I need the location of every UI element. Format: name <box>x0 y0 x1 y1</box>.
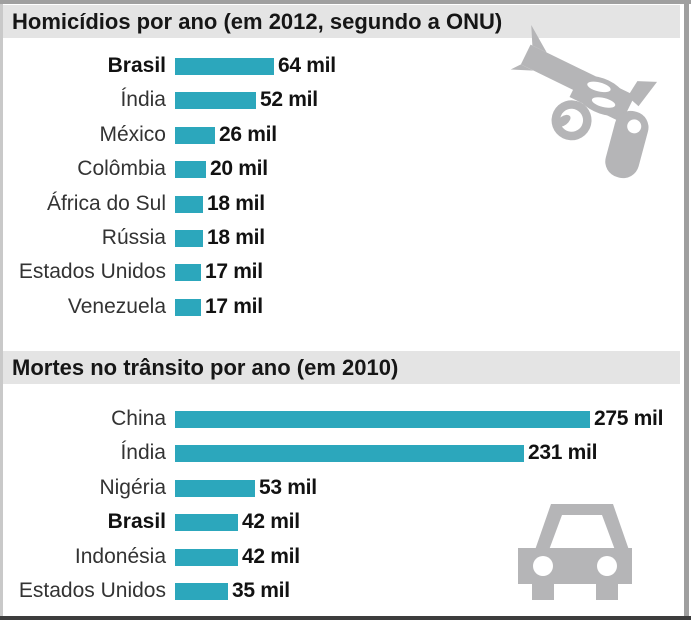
country-label: Indonésia <box>74 545 166 568</box>
value-label: 42 mil <box>242 545 300 568</box>
country-label: China <box>111 407 166 430</box>
value-label: 42 mil <box>242 510 300 533</box>
bar-row <box>0 436 691 470</box>
value-bar <box>175 549 238 566</box>
value-label: 17 mil <box>205 260 263 283</box>
country-label: Brasil <box>107 54 166 77</box>
traffic-deaths-chart-title-text: Mortes no trânsito por ano (em 2010) <box>12 355 399 380</box>
country-label: Venezuela <box>67 295 166 318</box>
country-label: México <box>99 123 166 146</box>
value-label: 35 mil <box>232 579 290 602</box>
country-label: Rússia <box>101 226 166 249</box>
value-label: 18 mil <box>207 226 265 249</box>
value-bar <box>175 480 255 497</box>
car-icon <box>516 502 634 600</box>
bar-row <box>0 471 691 505</box>
value-label: 26 mil <box>219 123 277 146</box>
value-label: 20 mil <box>210 157 268 180</box>
value-label: 64 mil <box>278 54 336 77</box>
value-bar <box>175 445 524 462</box>
value-label: 18 mil <box>207 192 265 215</box>
value-label: 231 mil <box>528 441 598 464</box>
value-bar <box>175 411 590 428</box>
country-label: Índia <box>120 441 166 464</box>
country-label: Índia <box>120 88 166 111</box>
value-label: 17 mil <box>205 295 263 318</box>
country-label: Brasil <box>107 510 166 533</box>
country-label: Nigéria <box>99 476 166 499</box>
country-label: Estados Unidos <box>18 260 166 283</box>
value-bar <box>175 583 228 600</box>
value-label: 52 mil <box>260 88 318 111</box>
value-label: 275 mil <box>594 407 664 430</box>
country-label: África do Sul <box>46 192 166 215</box>
homicides-chart-title-text: Homicídios por ano (em 2012, segundo a ONU) <box>12 9 503 34</box>
country-label: Estados Unidos <box>18 579 166 602</box>
value-bar <box>175 514 238 531</box>
country-label: Colômbia <box>77 157 166 180</box>
bar-row <box>0 402 691 436</box>
value-label: 53 mil <box>259 476 317 499</box>
